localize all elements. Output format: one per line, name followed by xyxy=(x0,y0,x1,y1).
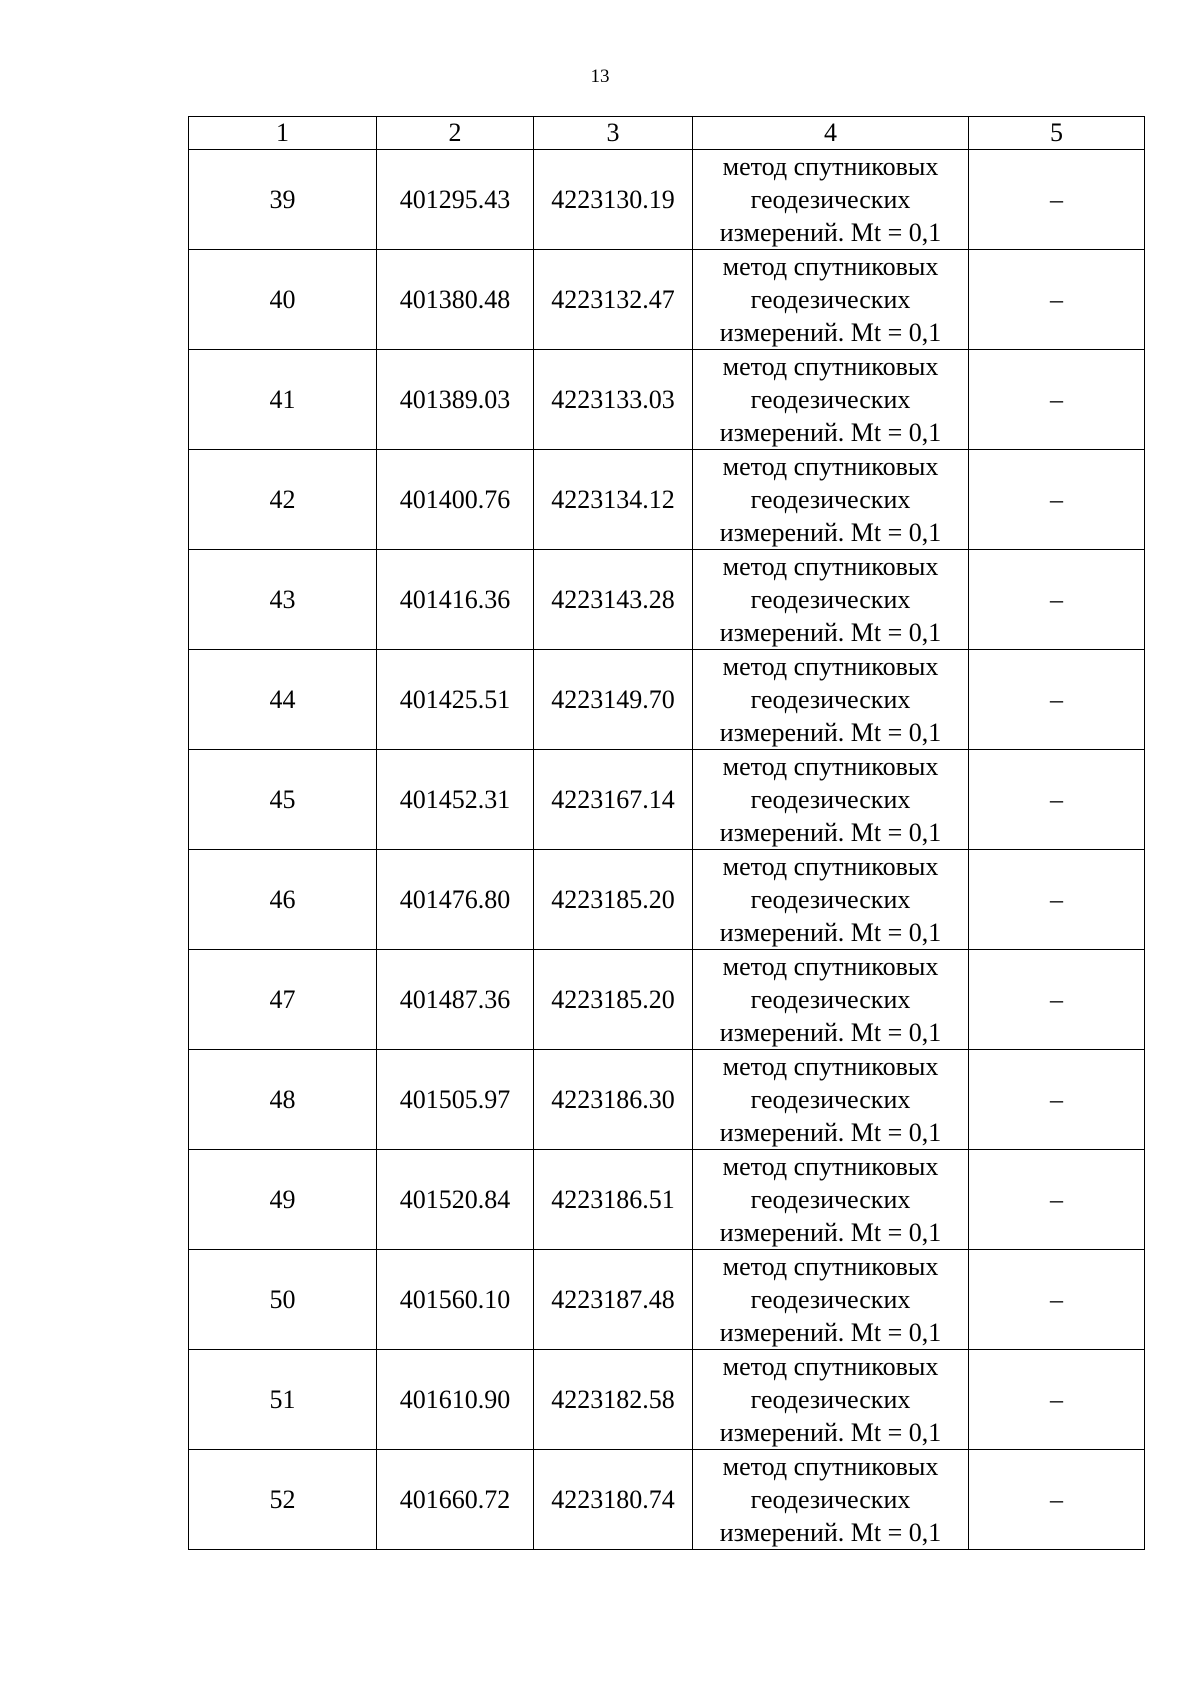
method-line: измерений. Mt = 0,1 xyxy=(719,1318,942,1347)
x-coordinate-cell: 401505.97 xyxy=(377,1050,534,1150)
method-line: геодезических xyxy=(750,285,911,314)
point-number-cell: 46 xyxy=(189,850,377,950)
y-coordinate-cell: 4223134.12 xyxy=(534,450,693,550)
method-line: геодезических xyxy=(750,1085,911,1114)
table-header-row xyxy=(189,117,1145,150)
point-number-cell: 49 xyxy=(189,1150,377,1250)
note-cell: – xyxy=(969,1150,1145,1250)
note-cell: – xyxy=(969,850,1145,950)
method-line: метод спутниковых xyxy=(722,152,939,181)
method-cell xyxy=(693,450,969,550)
method-line: геодезических xyxy=(750,1185,911,1214)
note-cell: – xyxy=(969,950,1145,1050)
y-coordinate-cell: 4223132.47 xyxy=(534,250,693,350)
x-coordinate-cell: 401425.51 xyxy=(377,650,534,750)
point-number-cell: 41 xyxy=(189,350,377,450)
point-number-cell: 51 xyxy=(189,1350,377,1450)
y-coordinate-cell: 4223149.70 xyxy=(534,650,693,750)
note-cell: – xyxy=(969,1450,1145,1550)
method-cell xyxy=(693,750,969,850)
method-line: метод спутниковых xyxy=(722,352,939,381)
table-row xyxy=(189,1050,1145,1150)
method-cell xyxy=(693,850,969,950)
x-coordinate-cell: 401416.36 xyxy=(377,550,534,650)
method-line: геодезических xyxy=(750,1485,911,1514)
method-line: метод спутниковых xyxy=(722,752,939,781)
table-row xyxy=(189,1450,1145,1550)
method-line: измерений. Mt = 0,1 xyxy=(719,418,942,447)
note-cell: – xyxy=(969,250,1145,350)
x-coordinate-cell: 401389.03 xyxy=(377,350,534,450)
note-cell: – xyxy=(969,150,1145,250)
x-coordinate-cell: 401452.31 xyxy=(377,750,534,850)
x-coordinate-cell: 401610.90 xyxy=(377,1350,534,1450)
method-line: измерений. Mt = 0,1 xyxy=(719,818,942,847)
header-cell: 4 xyxy=(693,117,969,150)
y-coordinate-cell: 4223180.74 xyxy=(534,1450,693,1550)
header-cell: 5 xyxy=(969,117,1145,150)
method-cell xyxy=(693,1050,969,1150)
table-body xyxy=(189,117,1145,1550)
method-line: измерений. Mt = 0,1 xyxy=(719,1518,942,1547)
method-line: метод спутниковых xyxy=(722,952,939,981)
method-line: измерений. Mt = 0,1 xyxy=(719,918,942,947)
method-line: метод спутниковых xyxy=(722,1252,939,1281)
method-cell xyxy=(693,950,969,1050)
method-line: метод спутниковых xyxy=(722,252,939,281)
x-coordinate-cell: 401400.76 xyxy=(377,450,534,550)
point-number-cell: 43 xyxy=(189,550,377,650)
note-cell: – xyxy=(969,1350,1145,1450)
table-row xyxy=(189,950,1145,1050)
header-cell: 1 xyxy=(189,117,377,150)
table-row xyxy=(189,750,1145,850)
y-coordinate-cell: 4223186.51 xyxy=(534,1150,693,1250)
table-row xyxy=(189,650,1145,750)
method-cell xyxy=(693,350,969,450)
method-cell xyxy=(693,1450,969,1550)
method-line: измерений. Mt = 0,1 xyxy=(719,1218,942,1247)
x-coordinate-cell: 401487.36 xyxy=(377,950,534,1050)
method-line: метод спутниковых xyxy=(722,652,939,681)
point-number-cell: 48 xyxy=(189,1050,377,1150)
method-line: геодезических xyxy=(750,785,911,814)
method-line: геодезических xyxy=(750,185,911,214)
method-line: метод спутниковых xyxy=(722,1352,939,1381)
note-cell: – xyxy=(969,1250,1145,1350)
method-line: геодезических xyxy=(750,385,911,414)
method-line: измерений. Mt = 0,1 xyxy=(719,518,942,547)
method-line: измерений. Mt = 0,1 xyxy=(719,318,942,347)
x-coordinate-cell: 401476.80 xyxy=(377,850,534,950)
table-row xyxy=(189,450,1145,550)
header-cell: 2 xyxy=(377,117,534,150)
method-cell xyxy=(693,250,969,350)
header-cell: 3 xyxy=(534,117,693,150)
method-line: измерений. Mt = 0,1 xyxy=(719,1418,942,1447)
note-cell: – xyxy=(969,450,1145,550)
page-number: 13 xyxy=(590,66,610,87)
method-line: геодезических xyxy=(750,1285,911,1314)
method-line: метод спутниковых xyxy=(722,1052,939,1081)
y-coordinate-cell: 4223130.19 xyxy=(534,150,693,250)
method-line: метод спутниковых xyxy=(722,852,939,881)
method-line: измерений. Mt = 0,1 xyxy=(719,718,942,747)
method-line: геодезических xyxy=(750,585,911,614)
note-cell: – xyxy=(969,550,1145,650)
y-coordinate-cell: 4223167.14 xyxy=(534,750,693,850)
point-number-cell: 52 xyxy=(189,1450,377,1550)
x-coordinate-cell: 401520.84 xyxy=(377,1150,534,1250)
y-coordinate-cell: 4223182.58 xyxy=(534,1350,693,1450)
method-line: измерений. Mt = 0,1 xyxy=(719,1018,942,1047)
table-row xyxy=(189,1250,1145,1350)
y-coordinate-cell: 4223143.28 xyxy=(534,550,693,650)
note-cell: – xyxy=(969,750,1145,850)
point-number-cell: 42 xyxy=(189,450,377,550)
method-cell xyxy=(693,550,969,650)
x-coordinate-cell: 401560.10 xyxy=(377,1250,534,1350)
table-row xyxy=(189,1150,1145,1250)
x-coordinate-cell: 401380.48 xyxy=(377,250,534,350)
method-cell xyxy=(693,1150,969,1250)
point-number-cell: 45 xyxy=(189,750,377,850)
method-cell xyxy=(693,1350,969,1450)
point-number-cell: 39 xyxy=(189,150,377,250)
note-cell: – xyxy=(969,1050,1145,1150)
method-cell xyxy=(693,150,969,250)
y-coordinate-cell: 4223187.48 xyxy=(534,1250,693,1350)
method-line: геодезических xyxy=(750,685,911,714)
method-cell xyxy=(693,1250,969,1350)
table-row xyxy=(189,550,1145,650)
point-number-cell: 50 xyxy=(189,1250,377,1350)
note-cell: – xyxy=(969,650,1145,750)
coordinates-table xyxy=(188,116,1145,1550)
method-line: измерений. Mt = 0,1 xyxy=(719,218,942,247)
point-number-cell: 44 xyxy=(189,650,377,750)
point-number-cell: 47 xyxy=(189,950,377,1050)
x-coordinate-cell: 401295.43 xyxy=(377,150,534,250)
point-number-cell: 40 xyxy=(189,250,377,350)
method-line: измерений. Mt = 0,1 xyxy=(719,618,942,647)
y-coordinate-cell: 4223185.20 xyxy=(534,950,693,1050)
y-coordinate-cell: 4223185.20 xyxy=(534,850,693,950)
y-coordinate-cell: 4223133.03 xyxy=(534,350,693,450)
table-row xyxy=(189,850,1145,950)
method-line: измерений. Mt = 0,1 xyxy=(719,1118,942,1147)
table-row xyxy=(189,350,1145,450)
method-line: метод спутниковых xyxy=(722,552,939,581)
x-coordinate-cell: 401660.72 xyxy=(377,1450,534,1550)
method-line: метод спутниковых xyxy=(722,1152,939,1181)
table-row xyxy=(189,150,1145,250)
y-coordinate-cell: 4223186.30 xyxy=(534,1050,693,1150)
method-line: геодезических xyxy=(750,885,911,914)
method-line: метод спутниковых xyxy=(722,1452,939,1481)
method-line: геодезических xyxy=(750,985,911,1014)
method-cell xyxy=(693,650,969,750)
method-line: геодезических xyxy=(750,1385,911,1414)
note-cell: – xyxy=(969,350,1145,450)
table-row xyxy=(189,250,1145,350)
table-row xyxy=(189,1350,1145,1450)
method-line: геодезических xyxy=(750,485,911,514)
method-line: метод спутниковых xyxy=(722,452,939,481)
